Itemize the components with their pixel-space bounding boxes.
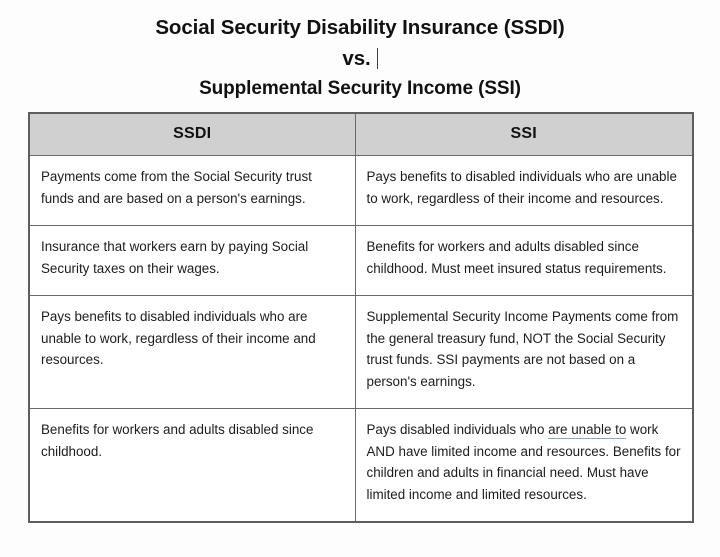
cell-ssdi-2: Insurance that workers earn by paying Social Security taxes on their wages. bbox=[29, 226, 355, 296]
table-row bbox=[29, 156, 693, 226]
cell-ssi-3: Supplemental Security Income Payments come from the general treasury fund, NOT the Social Security trust funds. SSI payments are not based on a person's earnings. bbox=[355, 296, 693, 409]
column-header-ssdi: SSDI bbox=[29, 113, 355, 156]
table-body bbox=[29, 156, 693, 523]
cell-ssi-4 bbox=[355, 409, 693, 523]
table-row bbox=[29, 226, 693, 296]
title-line-ssi: Supplemental Security Income (SSI) bbox=[199, 78, 521, 99]
table-header-row bbox=[29, 113, 693, 156]
cell-ssi-2: Benefits for workers and adults disabled since childhood. Must meet insured status requirements. bbox=[355, 226, 693, 296]
cell-ssi-4-text-before: Pays disabled individuals who bbox=[366, 422, 549, 437]
cell-ssdi-4: Benefits for workers and adults disabled since childhood. bbox=[29, 409, 355, 523]
column-header-ssi: SSI bbox=[355, 113, 693, 156]
grammar-underlined-phrase[interactable]: are unable to bbox=[548, 422, 627, 437]
title-line-vs bbox=[0, 43, 720, 74]
comparison-table bbox=[28, 112, 694, 523]
table-row bbox=[29, 296, 693, 409]
table-header bbox=[29, 113, 693, 156]
page-title bbox=[0, 0, 720, 104]
text-cursor-caret bbox=[377, 48, 378, 69]
cell-ssi-1: Pays benefits to disabled individuals who are unable to work, regardless of their income and resources. bbox=[355, 156, 693, 226]
title-line-ssdi: Social Security Disability Insurance (SSDI) bbox=[155, 16, 565, 39]
table-row bbox=[29, 409, 693, 523]
cell-ssdi-3: Pays benefits to disabled individuals who are unable to work, regardless of their income and resources. bbox=[29, 296, 355, 409]
cell-ssdi-1: Payments come from the Social Security trust funds and are based on a person's earnings. bbox=[29, 156, 355, 226]
cell-ssi-4-text-after: work AND have limited income and resources. Benefits for children and adults in financial need. Must have limited income and limited resources. bbox=[366, 422, 681, 502]
comparison-table-wrapper bbox=[28, 112, 692, 523]
title-vs-text: vs. bbox=[342, 47, 371, 70]
